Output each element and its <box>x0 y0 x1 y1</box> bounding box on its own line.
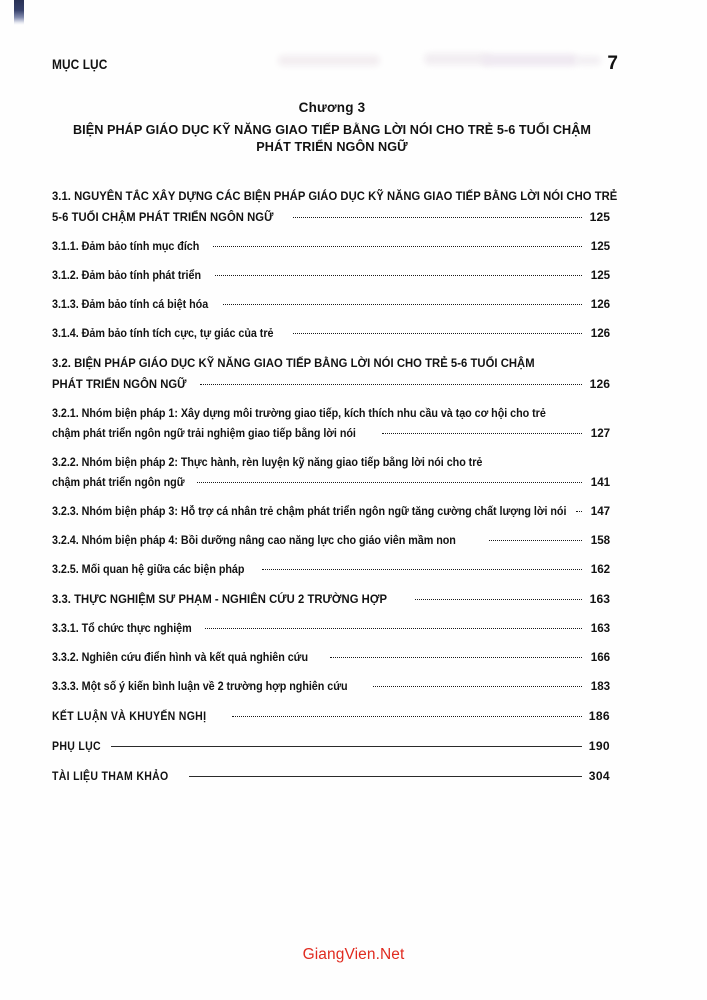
toc-leader-dots <box>197 474 582 486</box>
toc-entry-line <box>52 648 610 668</box>
toc-leader-dots <box>489 532 582 544</box>
toc-entry-title-text: 3.3.1. Tổ chức thực nghiệm <box>52 622 192 635</box>
toc-entry-continuation <box>52 186 618 207</box>
toc-entry-line <box>52 736 610 756</box>
toc-entry-title <box>52 295 220 315</box>
toc-entry-line <box>52 295 610 315</box>
scan-edge-artifact <box>14 0 24 25</box>
toc-entry-title-text: PHÁT TRIỂN NGÔN NGỮ <box>52 377 187 391</box>
toc-entry-line <box>52 502 610 522</box>
toc-leader-dots <box>576 503 582 515</box>
toc-entry[interactable] <box>52 766 610 786</box>
chapter-title-line-1: BIỆN PHÁP GIÁO DỤC KỸ NĂNG GIAO TIẾP BẰNG LỜI NÓI CHO TRẺ 5-6 TUỔI CHẬM <box>72 122 592 137</box>
toc-entry-title <box>52 619 202 639</box>
scan-smudge <box>575 56 601 65</box>
toc-entry-line <box>52 706 610 726</box>
toc-entry-title-text: chậm phát triển ngôn ngữ <box>52 476 185 489</box>
running-head: MỤC LỤC <box>52 57 108 72</box>
toc-entry-title-text: 3.3.3. Một số ý kiến bình luận về 2 trường hợp nghiên cứu <box>52 680 348 693</box>
toc-leader-dots <box>215 267 582 279</box>
toc-entry-title-text: 3.2.3. Nhóm biện pháp 3: Hỗ trợ cá nhân trẻ chậm phát triển ngôn ngữ tăng cường chất lượng lời nói <box>52 505 567 518</box>
toc-entry-page-number: 126 <box>589 377 610 391</box>
toc-entry-line <box>52 677 610 697</box>
toc-entry-title <box>52 207 290 228</box>
toc-entry-page-number: 186 <box>588 709 610 723</box>
toc-entry-line <box>52 207 610 228</box>
toc-entry-page-number: 304 <box>588 769 610 783</box>
toc-entry-continuation <box>52 353 610 374</box>
toc-entry-page-number: 141 <box>590 476 610 489</box>
toc-leader-dots <box>293 209 582 221</box>
toc-entry[interactable] <box>52 589 610 610</box>
toc-leader-dots <box>262 561 582 573</box>
toc-entry-line <box>52 531 610 551</box>
toc-entry-page-number: 126 <box>590 327 610 340</box>
toc-entry-line <box>52 619 610 639</box>
toc-entry-continuation <box>52 404 610 424</box>
toc-entry[interactable] <box>52 404 610 444</box>
chapter-heading <box>52 100 612 155</box>
toc-entry[interactable] <box>52 266 610 286</box>
page-number: 7 <box>607 53 618 74</box>
toc-entry-title-text: TÀI LIỆU THAM KHẢO <box>52 769 169 783</box>
toc-entry-continuation <box>52 453 610 473</box>
toc-leader-dots <box>189 768 582 780</box>
toc-entry[interactable] <box>52 648 610 668</box>
toc-entry-title-text: 5-6 TUỔI CHẬM PHÁT TRIỂN NGÔN NGỮ <box>52 210 274 224</box>
toc-entry[interactable] <box>52 324 610 344</box>
chapter-number: Chương 3 <box>298 100 366 115</box>
chapter-title-line-2: PHÁT TRIỂN NGÔN NGỮ <box>256 139 408 154</box>
toc-entry-title <box>52 589 412 610</box>
toc-entry-title-text: chậm phát triển ngôn ngữ trải nghiệm giao tiếp bằng lời nói <box>52 427 356 440</box>
toc-entry-page-number: 162 <box>590 563 610 576</box>
toc-entry-line <box>52 324 610 344</box>
toc-leader-dots <box>232 708 582 720</box>
toc-entry-line <box>52 560 610 580</box>
toc-entry-title <box>52 648 327 668</box>
toc-entry-page-number: 158 <box>590 534 610 547</box>
toc-entry[interactable] <box>52 295 610 315</box>
toc-entry-title <box>52 706 229 726</box>
toc-entry[interactable] <box>52 353 610 395</box>
toc-entry-title-text: 3.2.4. Nhóm biện pháp 4: Bồi dưỡng nâng cao năng lực cho giáo viên mầm non <box>52 534 456 547</box>
toc-leader-dots <box>200 376 582 388</box>
toc-entry-line <box>52 266 610 286</box>
toc-leader-dots <box>213 238 582 250</box>
toc-entry-page-number: 127 <box>590 427 610 440</box>
toc-entry[interactable] <box>52 531 610 551</box>
toc-entry-title <box>52 374 197 395</box>
toc-entry-title <box>52 677 370 697</box>
toc-entry-title <box>52 324 290 344</box>
toc-entry-line <box>52 589 610 610</box>
scan-smudge <box>482 54 578 66</box>
toc-entry[interactable] <box>52 619 610 639</box>
toc-entry-title-text: 3.3.2. Nghiên cứu điển hình và kết quả nghiên cứu <box>52 651 308 664</box>
toc-entry-continuation-text: 3.2.1. Nhóm biện pháp 1: Xây dựng môi trường giao tiếp, kích thích nhu cầu và tạo cơ hội cho trẻ <box>52 407 546 420</box>
toc-entry-title <box>52 424 379 444</box>
scan-smudge <box>424 53 490 65</box>
toc-leader-dots <box>330 649 582 661</box>
toc-entry[interactable] <box>52 560 610 580</box>
toc-entry-title <box>52 266 212 286</box>
toc-entry-page-number: 147 <box>590 505 610 518</box>
scan-smudge <box>278 55 380 66</box>
toc-entry-page-number: 125 <box>590 240 610 253</box>
toc-entry-page-number: 163 <box>590 622 610 635</box>
toc-entry-title-text: 3.1.3. Đảm bảo tính cá biệt hóa <box>52 298 209 311</box>
toc-entry[interactable] <box>52 677 610 697</box>
toc-entry-title <box>52 502 573 522</box>
toc-entry-page-number: 190 <box>588 739 610 753</box>
toc-entry-title-text: PHỤ LỤC <box>52 739 101 753</box>
toc-entry-page-number: 183 <box>590 680 610 693</box>
toc-entry-title <box>52 766 186 786</box>
toc-entry[interactable] <box>52 237 610 257</box>
toc-leader-dots <box>293 325 582 337</box>
toc-leader-dots <box>415 591 582 603</box>
toc-entry-title <box>52 473 194 493</box>
toc-leader-dots <box>111 738 582 750</box>
toc-entry-title-text: KẾT LUẬN VÀ KHUYẾN NGHỊ <box>52 709 207 723</box>
toc-entry-line <box>52 374 610 395</box>
toc-entry-continuation-text: 3.1. NGUYÊN TẮC XÂY DỰNG CÁC BIỆN PHÁP GIÁO DỤC KỸ NĂNG GIAO TIẾP BẰNG LỜI NÓI CHO TRẺ <box>52 189 618 203</box>
toc-leader-dots <box>373 678 582 690</box>
table-of-contents <box>52 186 618 796</box>
toc-entry[interactable] <box>52 706 610 726</box>
toc-leader-dots <box>382 425 582 437</box>
toc-entry-title <box>52 531 486 551</box>
toc-entry-page-number: 166 <box>590 651 610 664</box>
toc-entry-line <box>52 424 610 444</box>
toc-entry-title <box>52 560 259 580</box>
toc-leader-dots <box>205 620 582 632</box>
toc-entry-continuation-text: 3.2. BIỆN PHÁP GIÁO DỤC KỸ NĂNG GIAO TIẾP BẰNG LỜI NÓI CHO TRẺ 5-6 TUỔI CHẬM <box>52 356 535 370</box>
toc-entry-page-number: 126 <box>590 298 610 311</box>
toc-entry-page-number: 163 <box>589 592 610 606</box>
toc-entry-title-text: 3.3. THỰC NGHIỆM SƯ PHẠM - NGHIÊN CỨU 2 TRƯỜNG HỢP <box>52 592 388 606</box>
toc-entry-continuation-text: 3.2.2. Nhóm biện pháp 2: Thực hành, rèn luyện kỹ năng giao tiếp bằng lời nói cho trẻ <box>52 456 483 469</box>
toc-entry[interactable] <box>52 736 610 756</box>
toc-entry-title <box>52 736 108 756</box>
toc-entry-line <box>52 766 610 786</box>
toc-entry-page-number: 125 <box>590 269 610 282</box>
toc-entry-title-text: 3.1.4. Đảm bảo tính tích cực, tự giác của trẻ <box>52 327 274 340</box>
toc-entry[interactable] <box>52 453 610 493</box>
toc-entry[interactable] <box>52 502 610 522</box>
toc-entry-title <box>52 237 210 257</box>
watermark: GiangVien.Net <box>302 946 405 963</box>
toc-entry-line <box>52 237 610 257</box>
toc-leader-dots <box>223 296 582 308</box>
toc-entry-title-text: 3.1.1. Đảm bảo tính mục đích <box>52 240 200 253</box>
toc-entry-page-number: 125 <box>589 210 610 224</box>
toc-entry-title-text: 3.1.2. Đảm bảo tính phát triển <box>52 269 201 282</box>
toc-entry-line <box>52 473 610 493</box>
toc-entry-title-text: 3.2.5. Mối quan hệ giữa các biện pháp <box>52 563 245 576</box>
toc-entry[interactable] <box>52 186 618 228</box>
